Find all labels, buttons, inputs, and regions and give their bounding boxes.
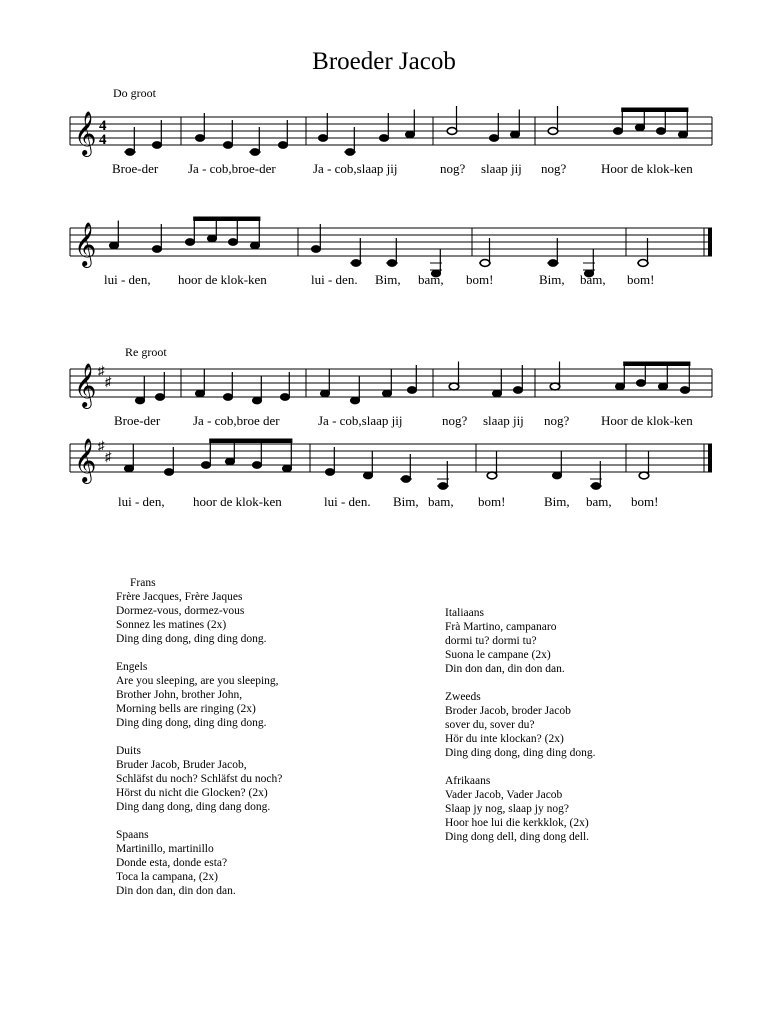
staff-4 xyxy=(0,0,768,510)
lyric: bom! xyxy=(627,272,655,287)
note xyxy=(552,472,561,479)
verse-line: Ding ding dong, ding ding dong. xyxy=(116,633,267,645)
verse-stanza xyxy=(116,744,282,814)
verses-right-column xyxy=(445,606,595,858)
verse-line: Morning bells are ringing (2x) xyxy=(116,703,256,715)
treble-clef-icon: 𝄞 xyxy=(74,113,97,155)
verse-stanza xyxy=(445,690,595,760)
lyric: Hoor de klok-ken xyxy=(601,161,693,176)
verse-line: Slaap jy nog, slaap jy nog? xyxy=(445,803,569,815)
lyric: Bim, xyxy=(544,494,570,509)
verse-line: Frà Martino, campanaro xyxy=(445,621,557,633)
sharp-icon: ♯ xyxy=(98,438,105,453)
note xyxy=(164,469,173,476)
time-signature: 4 xyxy=(99,132,107,148)
treble-clef-icon: 𝄞 xyxy=(74,440,97,482)
lyric: Hoor de klok-ken xyxy=(601,413,693,428)
verse-language: Frans xyxy=(130,577,156,589)
lyric: Broe-der xyxy=(114,413,161,428)
verse-line: Martinillo, martinillo xyxy=(116,843,214,855)
verse-language: Afrikaans xyxy=(445,775,491,787)
lyric: Bim, xyxy=(539,272,565,287)
verse-line: Hörst du nicht die Glocken? (2x) xyxy=(116,787,268,799)
verse-line: Ding dang dong, ding dang dong. xyxy=(116,801,271,813)
lyric: bam, xyxy=(428,494,454,509)
note xyxy=(124,465,133,472)
verses-left-column xyxy=(116,576,282,912)
lyric: lui - den, xyxy=(104,272,151,287)
lyric: slaap jij xyxy=(481,161,522,176)
lyric: nog? xyxy=(442,413,468,428)
verse-line: Bruder Jacob, Bruder Jacob, xyxy=(116,759,247,771)
lyric: hoor de klok-ken xyxy=(178,272,267,287)
lyric: hoor de klok-ken xyxy=(193,494,282,509)
note xyxy=(225,458,234,465)
note xyxy=(363,472,372,479)
verse-line: Hoor hoe lui die kerkklok, (2x) xyxy=(445,817,589,829)
sharp-icon: ♯ xyxy=(98,363,105,378)
note xyxy=(438,483,447,490)
key-label: Do groot xyxy=(113,86,156,100)
note xyxy=(487,472,497,479)
note xyxy=(639,472,649,479)
verse-line: Din don dan, din don dan. xyxy=(445,663,565,675)
sharp-icon: ♯ xyxy=(105,449,112,464)
time-signature: 4 xyxy=(99,118,107,134)
lyric: Ja - cob,broe-der xyxy=(188,161,276,176)
note xyxy=(401,476,410,483)
verse-stanza xyxy=(116,828,282,898)
verse-line: Are you sleeping, are you sleeping, xyxy=(116,675,279,687)
notes xyxy=(124,439,648,489)
lyric: lui - den. xyxy=(324,494,371,509)
verse-line: sover du, sover du? xyxy=(445,719,535,731)
key-label: Re groot xyxy=(125,345,167,359)
verse-stanza xyxy=(116,576,282,646)
verse-line: Dormez-vous, dormez-vous xyxy=(116,605,245,617)
verse-line: Schläfst du noch? Schläfst du noch? xyxy=(116,773,283,785)
verse-language: Duits xyxy=(116,745,141,757)
verse-line: Frère Jacques, Frère Jaques xyxy=(116,591,243,603)
verse-line: Ding dong dell, ding dong dell. xyxy=(445,831,590,843)
verse-line: Sonnez les matines (2x) xyxy=(116,619,227,631)
final-barline xyxy=(708,444,712,472)
lyric: bam, xyxy=(418,272,444,287)
verse-line: dormi tu? dormi tu? xyxy=(445,635,537,647)
note xyxy=(591,483,600,490)
verse-language: Spaans xyxy=(116,829,149,841)
note xyxy=(282,465,291,472)
lyric: lui - den, xyxy=(118,494,165,509)
lyric: bam, xyxy=(586,494,612,509)
treble-clef-icon: 𝄞 xyxy=(74,224,97,266)
note xyxy=(325,469,334,476)
lyric: Bim, xyxy=(375,272,401,287)
lyric: bam, xyxy=(580,272,606,287)
lyric: Ja - cob,slaap jij xyxy=(318,413,403,428)
lyric: Ja - cob,slaap jij xyxy=(313,161,398,176)
lyric: Broe-der xyxy=(112,161,159,176)
lyric: nog? xyxy=(541,161,567,176)
verse-language: Zweeds xyxy=(445,691,481,703)
verse-stanza xyxy=(116,660,282,730)
sharp-icon: ♯ xyxy=(105,374,112,389)
verse-language: Italiaans xyxy=(445,607,484,619)
verse-language: Engels xyxy=(116,661,148,673)
verse-line: Hör du inte klockan? (2x) xyxy=(445,733,564,745)
verse-line: Vader Jacob, Vader Jacob xyxy=(445,789,563,801)
verse-line: Toca la campana, (2x) xyxy=(116,871,219,883)
verse-line: Brother John, brother John, xyxy=(116,689,243,701)
verse-line: Broder Jacob, broder Jacob xyxy=(445,705,571,717)
lyric: slaap jij xyxy=(483,413,524,428)
verse-stanza xyxy=(445,606,595,676)
verse-line: Suona le campane (2x) xyxy=(445,649,551,661)
verse-stanza xyxy=(445,774,595,844)
verse-line: Donde esta, donde esta? xyxy=(116,857,228,869)
verse-line: Din don dan, din don dan. xyxy=(116,885,236,897)
beam xyxy=(210,439,292,443)
verse-line: Ding ding dong, ding ding dong. xyxy=(116,717,267,729)
lyric: bom! xyxy=(631,494,659,509)
note xyxy=(252,462,261,469)
lyric: Bim, xyxy=(393,494,419,509)
lyric: Ja - cob,broe der xyxy=(193,413,280,428)
staff-lines xyxy=(70,444,712,472)
lyric: nog? xyxy=(440,161,466,176)
lyric: nog? xyxy=(544,413,570,428)
lyric: lui - den. xyxy=(311,272,358,287)
lyric: bom! xyxy=(466,272,494,287)
verse-line: Ding ding dong, ding ding dong. xyxy=(445,747,596,759)
page-title: Broeder Jacob xyxy=(312,48,456,75)
note xyxy=(201,462,210,469)
lyric: bom! xyxy=(478,494,506,509)
treble-clef-icon: 𝄞 xyxy=(74,365,97,407)
